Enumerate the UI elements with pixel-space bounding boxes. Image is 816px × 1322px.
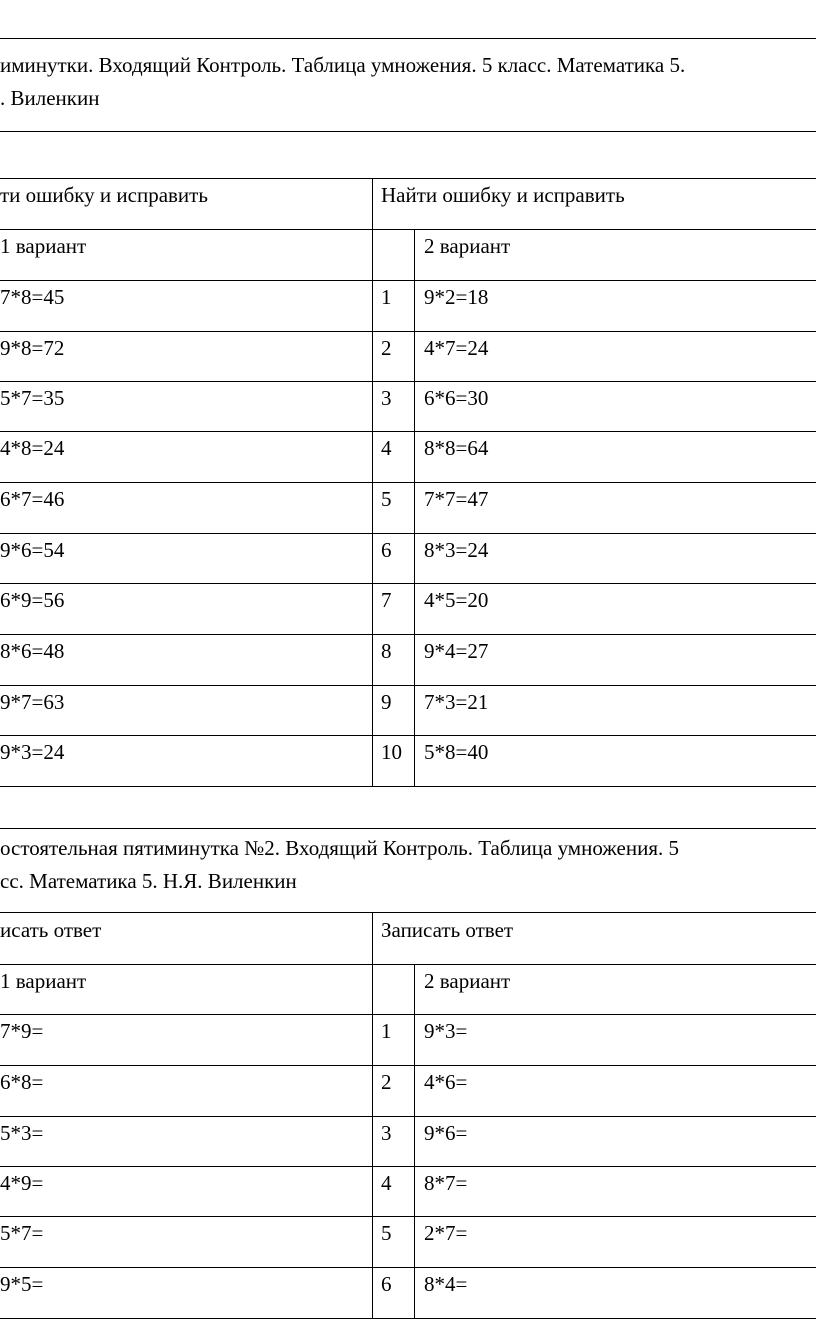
right-problem: 8*4= [424,1272,468,1296]
row-number: 4 [381,436,392,460]
row-number: 5 [381,1221,392,1245]
right-problem: 7*3=21 [424,690,489,714]
left-problem: 4*9= [0,1171,44,1195]
right-problem: 8*8=64 [424,436,489,460]
table-border [0,280,816,281]
table-border [0,38,816,39]
section-2-title-line-2: сс. Математика 5. Н.Я. Виленкин [0,869,297,893]
left-problem: 4*8=24 [0,436,65,460]
table-border [0,381,816,382]
right-problem: 5*8=40 [424,740,489,764]
table-border [0,1166,816,1167]
row-number: 10 [381,740,402,764]
right-problem: 7*7=47 [424,487,489,511]
table-border [0,229,816,230]
row-number: 5 [381,487,392,511]
right-problem: 9*3= [424,1019,468,1043]
row-number: 7 [381,588,392,612]
right-problem: 9*6= [424,1121,468,1145]
right-problem: 6*6=30 [424,386,489,410]
row-number: 2 [381,336,392,360]
section-1-title-line-2: . Виленкин [0,86,100,110]
row-number: 9 [381,690,392,714]
row-number: 1 [381,1019,392,1043]
table-border [0,431,816,432]
table-border [0,178,816,179]
row-number: 6 [381,538,392,562]
column-divider [414,964,415,1318]
right-task-header: Найти ошибку и исправить [381,183,625,207]
left-problem: 5*7=35 [0,386,65,410]
table-border [0,685,816,686]
left-problem: 9*6=54 [0,538,65,562]
right-problem: 9*2=18 [424,285,489,309]
right-problem: 4*5=20 [424,588,489,612]
left-problem: 9*7=63 [0,690,65,714]
left-problem: 9*5= [0,1272,44,1296]
table-border [0,1318,816,1319]
left-problem: 6*7=46 [0,487,65,511]
right-variant-label: 2 вариант [424,969,511,993]
row-number: 1 [381,285,392,309]
left-problem: 6*8= [0,1070,44,1094]
left-problem: 6*9=56 [0,588,65,612]
right-problem: 2*7= [424,1221,468,1245]
left-problem: 5*7= [0,1221,44,1245]
left-variant-label: 1 вариант [0,969,87,993]
row-number: 4 [381,1171,392,1195]
left-problem: 7*8=45 [0,285,65,309]
column-divider [372,912,373,1318]
table-border [0,634,816,635]
right-problem: 4*7=24 [424,336,489,360]
column-divider [414,229,415,786]
right-problem: 9*4=27 [424,639,489,663]
right-problem: 8*3=24 [424,538,489,562]
table-border [0,964,816,965]
table-border [0,1065,816,1066]
column-divider [372,178,373,786]
right-task-header: Записать ответ [381,918,514,942]
left-problem: 8*6=48 [0,639,65,663]
table-border [0,482,816,483]
right-problem: 4*6= [424,1070,468,1094]
table-border [0,1216,816,1217]
left-task-header: ти ошибку и исправить [0,183,208,207]
right-variant-label: 2 вариант [424,234,511,258]
left-problem: 5*3= [0,1121,44,1145]
section-1-title-line-1: иминутки. Входящий Контроль. Таблица умножения. 5 класс. Математика 5. [0,53,686,77]
table-border [0,1267,816,1268]
left-problem: 9*3=24 [0,740,65,764]
right-problem: 8*7= [424,1171,468,1195]
left-task-header: исать ответ [0,918,102,942]
section-2-title-line-1: остоятельная пятиминутка №2. Входящий Контроль. Таблица умножения. 5 [0,836,679,860]
row-number: 8 [381,639,392,663]
table-border [0,1116,816,1117]
table-border [0,912,816,913]
row-number: 6 [381,1272,392,1296]
left-problem: 9*8=72 [0,336,65,360]
table-border [0,533,816,534]
table-border [0,583,816,584]
left-variant-label: 1 вариант [0,234,87,258]
table-border [0,735,816,736]
left-problem: 7*9= [0,1019,44,1043]
table-border [0,331,816,332]
row-number: 3 [381,1121,392,1145]
table-border [0,828,816,829]
table-border [0,131,816,132]
row-number: 3 [381,386,392,410]
table-border [0,786,816,787]
table-border [0,1014,816,1015]
row-number: 2 [381,1070,392,1094]
